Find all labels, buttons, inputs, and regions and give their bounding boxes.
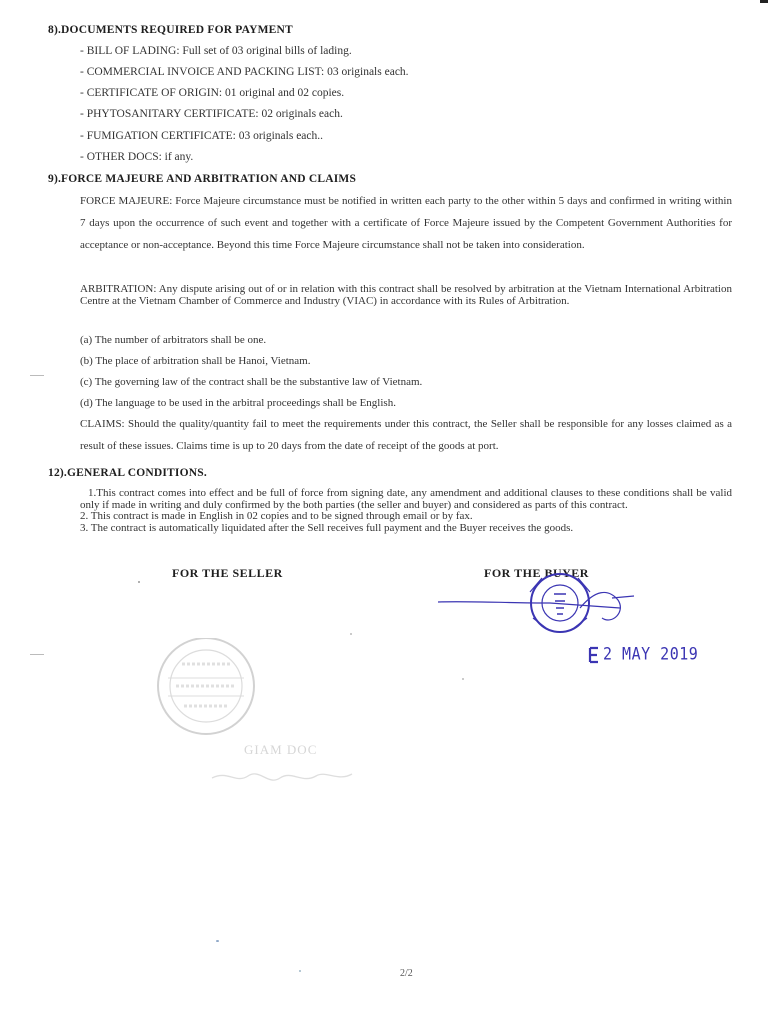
force-majeure-paragraph: FORCE MAJEURE: Force Majeure circumstance must be notified in written each party to the other within 5 days and confirmed in writing within 7 days upon the occurrence of such event and together with a certificate of Force Majeure issued by the Competent Government Authorities for acceptance or non-acceptance. Beyond this time Force Majeure circumstance shall not be taken into consideration. — [80, 195, 732, 251]
scan-speck — [462, 678, 464, 680]
arbitration-point-a: (a) The number of arbitrators shall be one. — [80, 334, 267, 346]
buyer-stamp-and-signature — [430, 570, 650, 650]
doc-item-other-docs: - OTHER DOCS: if any. — [80, 151, 194, 163]
buyer-date-stamp: 2 MAY 2019 — [603, 644, 699, 664]
section-8-heading: 8).DOCUMENTS REQUIRED FOR PAYMENT — [48, 24, 293, 36]
buyer-signature-stroke — [438, 592, 634, 620]
doc-item-phytosanitary: - PHYTOSANITARY CERTIFICATE: 02 originals each. — [80, 108, 343, 120]
section-12-heading: 12).GENERAL CONDITIONS. — [48, 467, 207, 479]
arbitration-point-b: (b) The place of arbitration shall be Hanoi, Vietnam. — [80, 355, 311, 367]
page-number: 2/2 — [400, 968, 413, 979]
section-9-heading: 9).FORCE MAJEURE AND ARBITRATION AND CLAIMS — [48, 173, 357, 185]
doc-item-bill-of-lading: - BILL OF LADING: Full set of 03 original bills of lading. — [80, 45, 352, 57]
scan-speck — [350, 633, 352, 635]
margin-mark — [30, 375, 44, 376]
date-stamp-mark-icon — [588, 646, 600, 664]
general-conditions — [80, 488, 732, 534]
general-condition-1: 1.This contract comes into effect and be full of force from signing date, any amendment and additional clauses to these conditions shall be valid only if made in writing and duly confirmed by the both parties (the seller and buyer) and considered as parts of this contract. — [80, 487, 732, 511]
doc-item-certificate-of-origin: - CERTIFICATE OF ORIGIN: 01 original and 02 copies. — [80, 87, 345, 99]
general-condition-3: 3. The contract is automatically liquidated after the Sell receives full payment and the Buyer receives the goods. — [80, 521, 574, 534]
arbitration-point-d: (d) The language to be used in the arbitral proceedings shall be English. — [80, 397, 396, 409]
seller-title-faint: GIAM DOC — [244, 742, 318, 757]
seller-signature-label: FOR THE SELLER — [172, 566, 283, 580]
claims-paragraph: CLAIMS: Should the quality/quantity fail to meet the requirements under this contract, the Seller shall be responsible for any losses claimed as a result of these issues. Claims time is up to 20 days from the date of receipt of the goods at port. — [80, 418, 732, 452]
margin-mark — [30, 654, 44, 655]
edge-mark — [760, 0, 768, 3]
scan-speck — [299, 970, 301, 972]
scan-speck — [138, 581, 140, 583]
general-condition-2: 2. This contract is made in English in 02 copies and to be signed through email or by fax. — [80, 510, 473, 522]
arbitration-paragraph: ARBITRATION: Any dispute arising out of or in relation with this contract shall be resolved by arbitration at the Vietnam International Arbitration Centre at the Vietnam Chamber of Commerce and Industry (VIAC) in accordance with its Rules of Arbitration. — [80, 283, 732, 307]
scan-speck — [216, 940, 219, 942]
doc-item-fumigation: - FUMIGATION CERTIFICATE: 03 originals each.. — [80, 130, 324, 142]
seller-faint-signature — [208, 764, 358, 790]
seller-stamp-text-marks — [176, 664, 236, 706]
buyer-signature-label: FOR THE BUYER — [484, 566, 589, 580]
arbitration-point-c: (c) The governing law of the contract shall be the substantive law of Vietnam. — [80, 376, 423, 388]
doc-item-commercial-invoice: - COMMERCIAL INVOICE AND PACKING LIST: 03 originals each. — [80, 66, 409, 78]
seller-faint-stamp — [138, 638, 278, 738]
